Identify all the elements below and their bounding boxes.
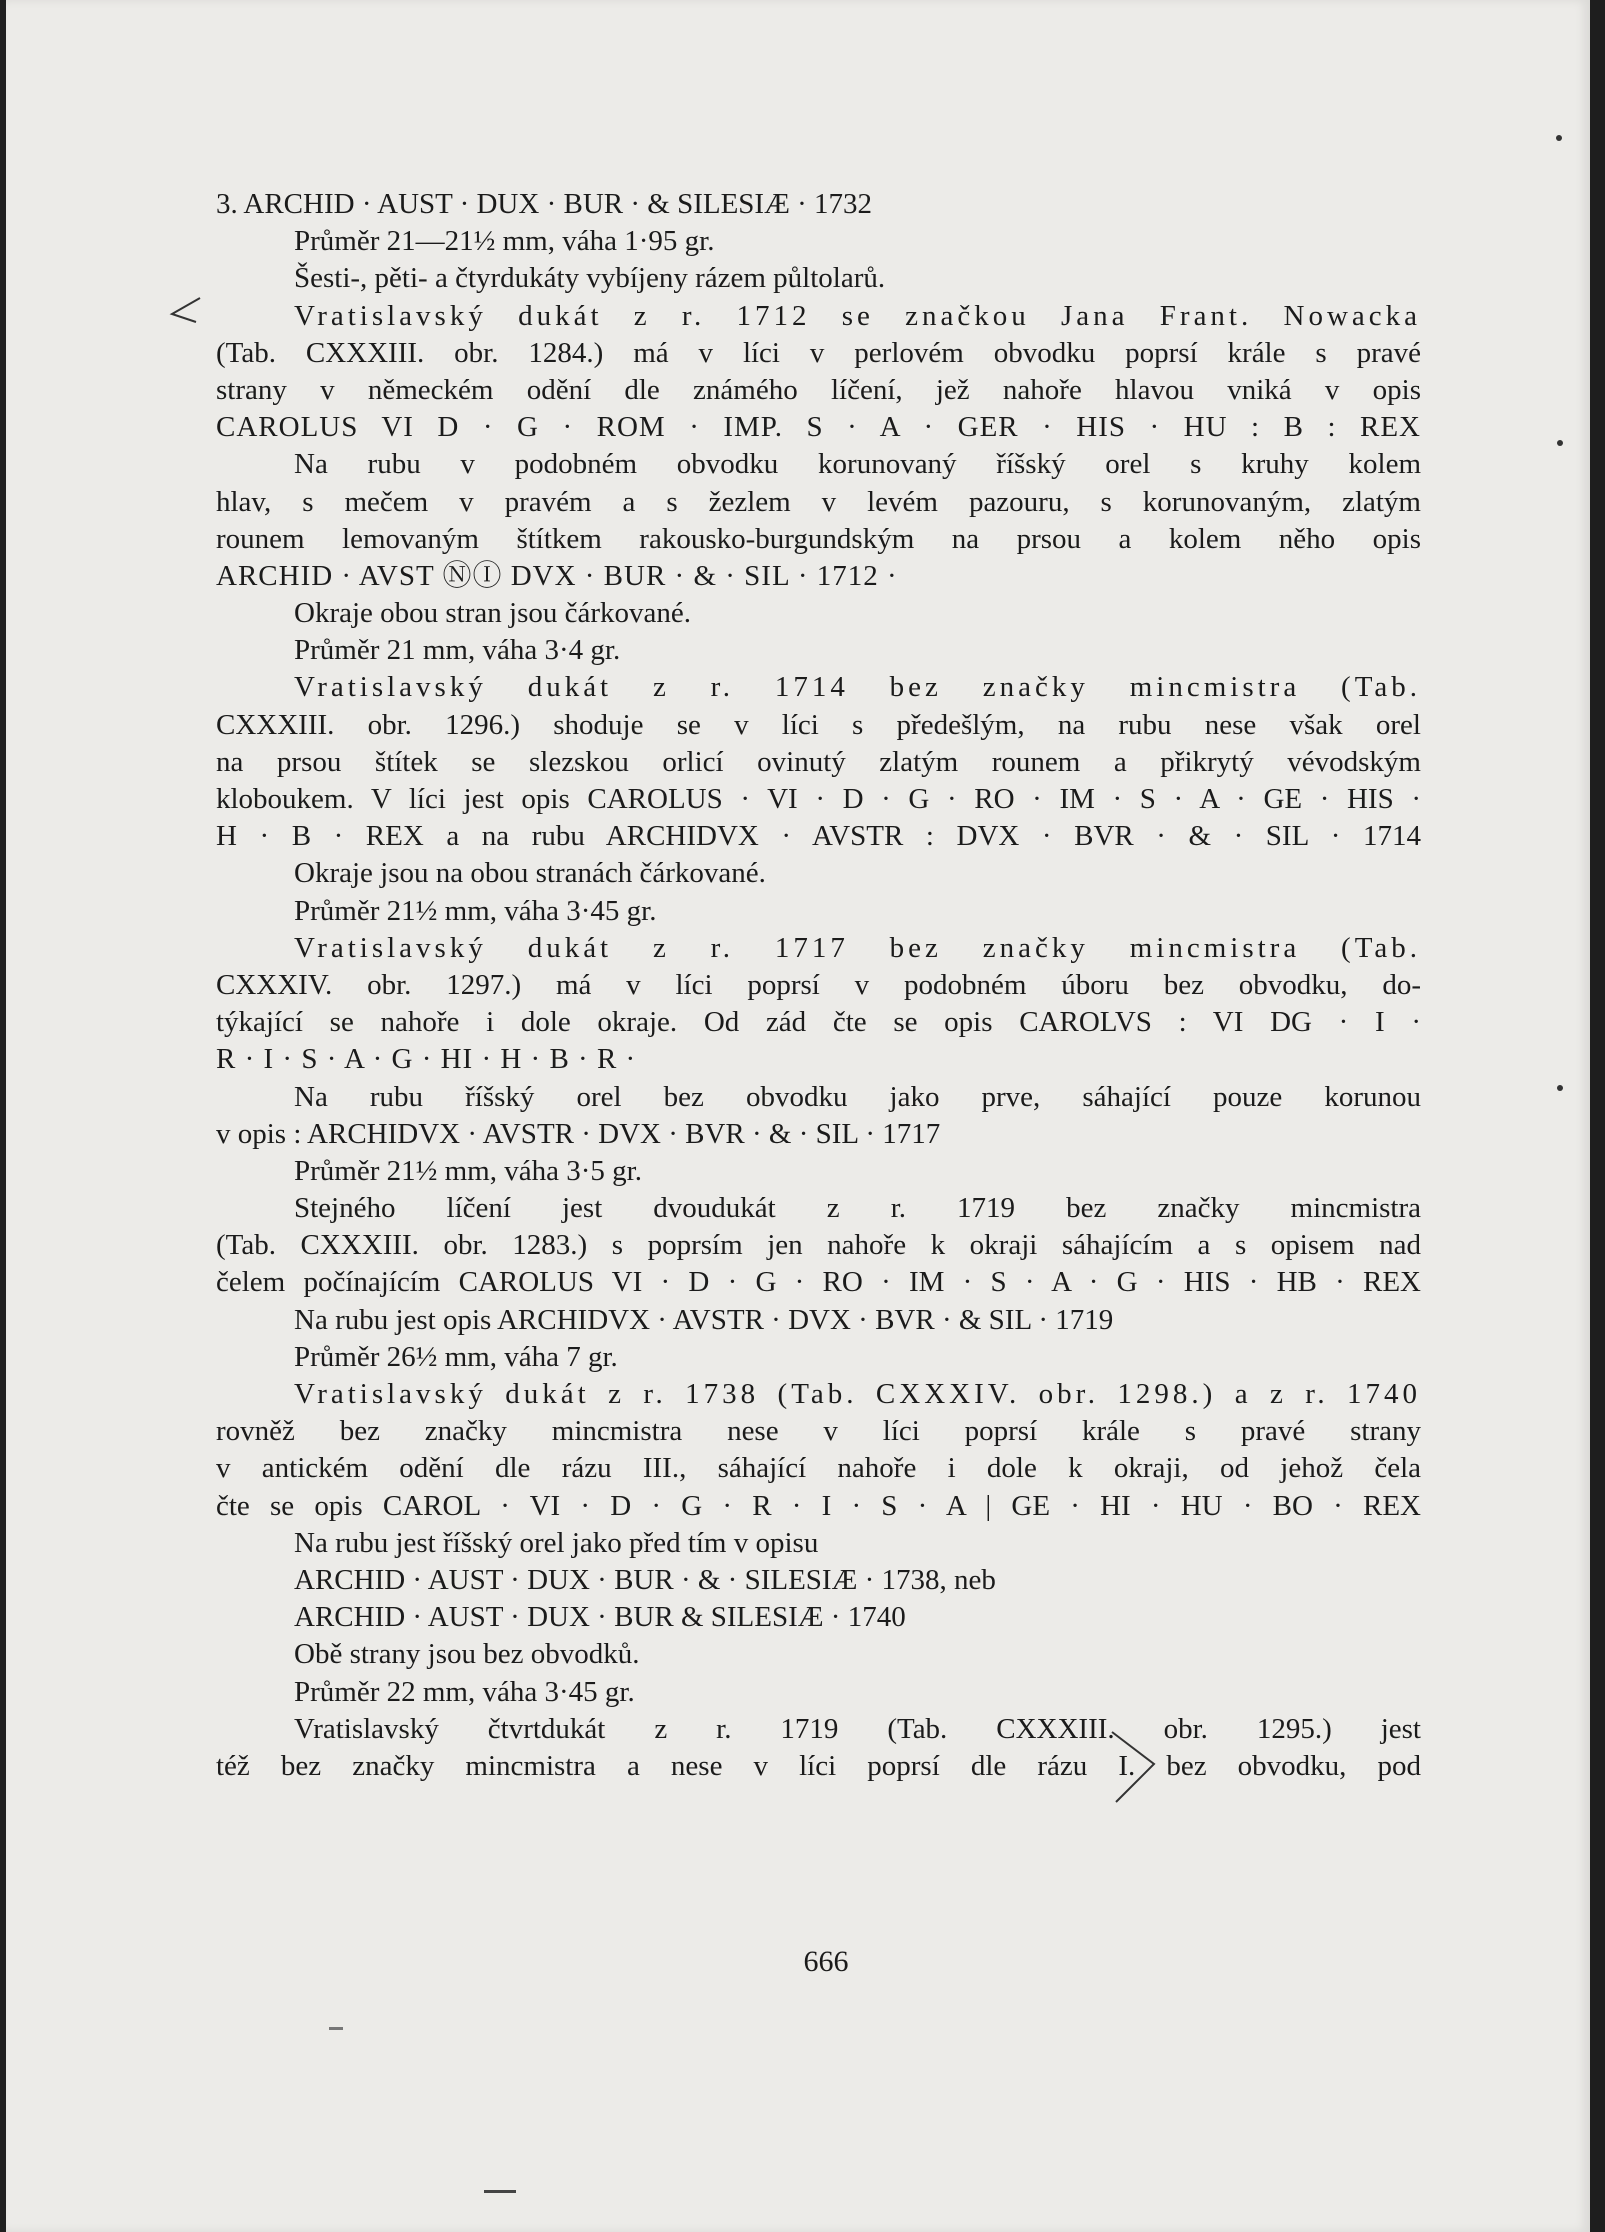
pencil-caret-left-icon <box>166 292 206 332</box>
text-line: Průměr 26½ mm, váha 7 gr. <box>294 1340 618 1373</box>
scan-right-edge <box>1590 0 1605 2232</box>
text-line: Šesti-, pěti- a čtyrdukáty vybíjeny rázem půltolarů. <box>294 262 886 295</box>
text-line: Okraje obou stran jsou čárkované. <box>294 597 692 630</box>
text-line: v antickém odění dle rázu III., sáhající nahoře i dole k okraji, od jehož čela <box>216 1452 1421 1485</box>
margin-dot <box>1557 1085 1563 1091</box>
text-line: v opis : ARCHIDVX · AVSTR · DVX · BVR · & · SIL · 1717 <box>216 1117 941 1150</box>
text-line: (Tab. CXXXIII. obr. 1284.) má v líci v perlovém obvodku poprsí krále s pravé <box>216 336 1421 369</box>
text-line: kloboukem. V líci jest opis CAROLUS · VI · D · G · RO · IM · S · A · GE · HIS · <box>216 783 1421 815</box>
text-line: hlav, s mečem v pravém a s žezlem v levém pazouru, s korunovaným, zlatým <box>216 485 1421 518</box>
text-line: Průměr 21—21½ mm, váha 1·95 gr. <box>294 225 715 258</box>
text-line: Průměr 21 mm, váha 3·4 gr. <box>294 634 621 667</box>
text-line: ARCHID · AUST · DUX · BUR & SILESIÆ · 1740 <box>294 1601 906 1634</box>
text-line: na prsou štítek se slezskou orlicí ovinutý zlatým rounem a přikrytý vévodským <box>216 745 1421 778</box>
text-line: čte se opis CAROL · VI · D · G · R · I · S · A | GE · HI · HU · BO · REX <box>216 1489 1421 1522</box>
margin-dot <box>1557 440 1563 446</box>
text-line: Vratislavský čtvrtdukát z r. 1719 (Tab. CXXXIII. obr. 1295.) jest <box>294 1712 1421 1745</box>
text-line: Vratislavský dukát z r. 1712 se značkou Jana Frant. Nowacka <box>294 299 1421 332</box>
text-line: Průměr 21½ mm, váha 3·45 gr. <box>294 894 657 927</box>
text-line: Vratislavský dukát z r. 1738 (Tab. CXXXIV. obr. 1298.) a z r. 1740 <box>294 1378 1421 1410</box>
text-line: CAROLUS VI D · G · ROM · IMP. S · A · GER · HIS · HU : B : REX <box>216 411 1421 444</box>
text-line: 3. ARCHID · AUST · DUX · BUR · & SILESIÆ · 1732 <box>216 188 873 220</box>
text-line: Na rubu v podobném obvodku korunovaný říšský orel s kruhy kolem <box>294 448 1421 481</box>
text-line: Vratislavský dukát z r. 1714 bez značky mincmistra (Tab. <box>294 671 1421 704</box>
text-line: rounem lemovaným štítkem rakousko-burgundským na prsou a kolem něho opis <box>216 522 1421 555</box>
text-line: Na rubu jest opis ARCHIDVX · AVSTR · DVX · BVR · & SIL · 1719 <box>294 1303 1114 1336</box>
text-line: Vratislavský dukát z r. 1717 bez značky mincmistra (Tab. <box>294 931 1421 964</box>
body-text <box>216 186 1421 1785</box>
text-line: Průměr 22 mm, váha 3·45 gr. <box>294 1675 635 1708</box>
text-line: CXXXIII. obr. 1296.) shoduje se v líci s předešlým, na rubu nese však orel <box>216 708 1421 741</box>
text-line: Průměr 21½ mm, váha 3·5 gr. <box>294 1154 642 1187</box>
text-line: čelem počínajícím CAROLUS VI · D · G · RO · IM · S · A · G · HIS · HB · REX <box>216 1266 1421 1299</box>
margin-dot <box>1556 135 1562 141</box>
scanned-page <box>6 0 1590 2232</box>
text-line: Na rubu říšský orel bez obvodku jako prve, sáhající pouze korunou <box>294 1080 1421 1113</box>
text-line: Okraje jsou na obou stranách čárkované. <box>294 857 766 890</box>
text-line: rovněž bez značky mincmistra nese v líci poprsí krále s pravé strany <box>216 1415 1421 1448</box>
text-line: CXXXIV. obr. 1297.) má v líci poprsí v podobném úboru bez obvodku, do- <box>216 968 1421 1001</box>
text-line: ARCHID · AVST ⓃⒾ DVX · BUR · & · SIL · 1712 · <box>216 559 898 592</box>
text-line: strany v německém odění dle známého líčení, jež nahoře hlavou vniká v opis <box>216 373 1421 406</box>
text-line: (Tab. CXXXIII. obr. 1283.) s poprsím jen nahoře k okraji sáhajícím a s opisem nad <box>216 1229 1421 1262</box>
text-line: ARCHID · AUST · DUX · BUR · & · SILESIÆ · 1738, neb <box>294 1563 996 1596</box>
text-line: Obě strany jsou bez obvodků. <box>294 1638 640 1671</box>
text-line: Stejného líčení jest dvoudukát z r. 1719 bez značky mincmistra <box>294 1192 1421 1225</box>
scan-mark-bottom <box>484 2190 516 2193</box>
text-line: též bez značky mincmistra a nese v líci poprsí dle rázu I. bez obvodku, pod <box>216 1749 1421 1782</box>
scan-speck <box>329 2027 343 2030</box>
text-line: týkající se nahoře i dole okraje. Od zád čte se opis CAROLVS : VI DG · I · <box>216 1006 1421 1039</box>
text-line: R · I · S · A · G · HI · H · B · R · <box>216 1043 637 1076</box>
text-line: Na rubu jest říšský orel jako před tím v opisu <box>294 1526 819 1559</box>
pencil-caret-right-icon <box>1104 1728 1164 1808</box>
text-line: H · B · REX a na rubu ARCHIDVX · AVSTR : DVX · BVR · & · SIL · 1714 <box>216 820 1421 853</box>
page-number: 666 <box>803 1945 849 1978</box>
